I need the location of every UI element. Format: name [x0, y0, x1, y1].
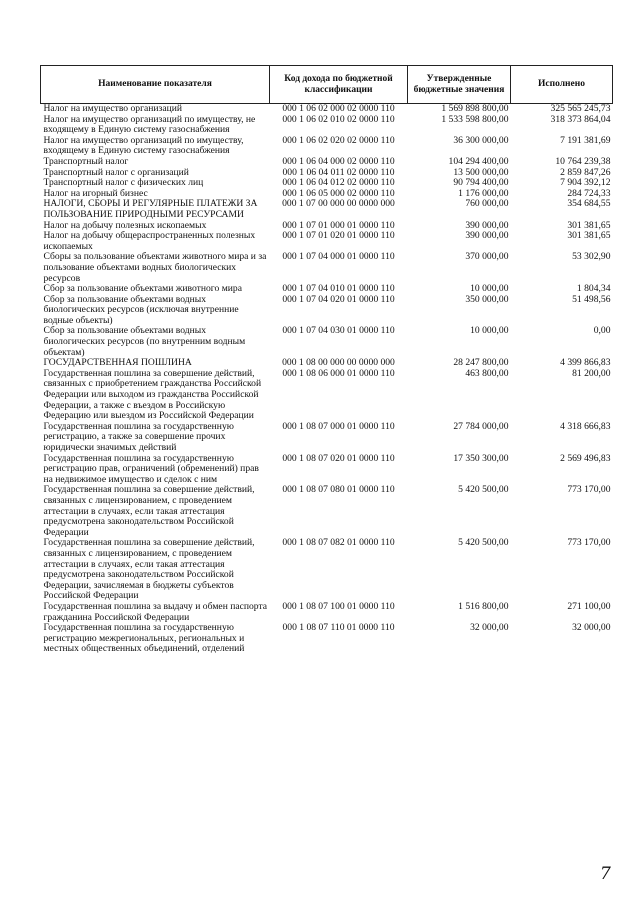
table-row: [41, 623, 613, 655]
table-row: [41, 295, 613, 327]
cell-approved: 1 516 800,00: [458, 600, 509, 612]
table-row: [41, 231, 613, 252]
cell-executed: 773 170,00: [567, 484, 611, 496]
cell-code: 000 1 06 02 000 02 0000 110: [282, 103, 395, 114]
cell-approved: 27 784 000,00: [453, 420, 509, 432]
cell-name: Налог на имущество организаций по имуществу, входящему в Единую систему газоснабжения: [43, 134, 244, 157]
header-executed: Исполнено: [511, 66, 613, 104]
budget-revenue-table: [40, 65, 613, 655]
cell-code: 000 1 06 04 012 02 0000 110: [282, 177, 395, 189]
cell-name: Транспортный налог: [43, 155, 129, 167]
cell-name: Налог на имущество организаций по имуществу, не входящему в Единую систему газоснабжения: [43, 113, 256, 136]
cell-code: 000 1 08 00 000 00 0000 000: [282, 357, 395, 369]
cell-executed: 2 859 847,26: [560, 166, 611, 178]
cell-name: Сбор за пользование объектами водных биологических ресурсов (исключая внутренние водные объекты): [43, 293, 239, 326]
table-row: [41, 136, 613, 157]
cell-executed: 53 302,90: [572, 251, 611, 263]
cell-approved: 104 294 400,00: [448, 155, 509, 167]
cell-code: 000 1 08 07 020 01 0000 110: [282, 452, 395, 464]
cell-approved: 1 176 000,00: [458, 187, 509, 199]
table-row: [41, 369, 613, 422]
cell-name: НАЛОГИ, СБОРЫ И РЕГУЛЯРНЫЕ ПЛАТЕЖИ ЗА ПОЛЬЗОВАНИЕ ПРИРОДНЫМИ РЕСУРСАМИ: [43, 198, 258, 220]
header-approved-values: Утвержденные бюджетные значения: [408, 66, 511, 104]
cell-approved: 390 000,00: [465, 219, 509, 231]
table-row: [41, 602, 613, 623]
cell-name: Государственная пошлина за совершение действий, связанных с лицензированием, с проведением аттестации в случаях, если такая аттестация предусмотрена законодательством Российской Федерации: [43, 484, 255, 538]
cell-name: Государственная пошлина за государственную регистрацию прав, ограничений (обременений) прав на недвижимое имущество и сделок с ним: [43, 452, 259, 485]
cell-name: Сборы за пользование объектами животного мира и за пользование объектами водных биологических ресурсов: [43, 251, 267, 284]
cell-approved: 36 300 000,00: [453, 134, 509, 146]
table-row: [41, 115, 613, 136]
page-number: 7: [600, 864, 611, 884]
cell-name: Государственная пошлина за совершение действий, связанных с приобретением гражданства Российской Федерации или выходом из гражданства Российской Федерации, а также с въездом в Российскую Федерацию или выездом из Российской Федерации: [43, 367, 262, 422]
cell-approved: 10 000,00: [470, 325, 509, 337]
cell-executed: 10 764 239,38: [555, 155, 611, 167]
table-header: [41, 66, 613, 104]
cell-executed: 4 399 866,83: [560, 357, 611, 369]
cell-approved: 1 533 598 800,00: [441, 113, 509, 125]
table-row: [41, 422, 613, 454]
cell-code: 000 1 07 04 020 01 0000 110: [282, 293, 395, 305]
table-row: [41, 252, 613, 284]
cell-approved: 90 794 400,00: [453, 177, 509, 189]
cell-approved: 32 000,00: [470, 622, 509, 634]
cell-approved: 390 000,00: [465, 230, 509, 242]
table-row: [41, 485, 613, 538]
cell-executed: 301 381,65: [567, 230, 611, 242]
cell-approved: 463 800,00: [465, 367, 509, 379]
cell-executed: 81 200,00: [572, 367, 611, 379]
cell-code: 000 1 08 07 080 01 0000 110: [282, 484, 395, 496]
cell-executed: 51 498,56: [572, 293, 611, 305]
cell-executed: 32 000,00: [572, 622, 611, 634]
cell-executed: 0,00: [593, 325, 611, 337]
cell-executed: 7 904 392,12: [560, 177, 611, 189]
budget-revenue-table-sheet: [40, 65, 612, 655]
cell-approved: 17 350 300,00: [453, 452, 509, 464]
cell-code: 000 1 08 07 082 01 0000 110: [282, 537, 395, 549]
cell-code: 000 1 07 01 020 01 0000 110: [282, 230, 395, 242]
cell-executed: 773 170,00: [567, 537, 611, 549]
cell-executed: 318 373 864,04: [550, 113, 611, 125]
cell-code: 000 1 07 01 000 01 0000 110: [282, 219, 395, 231]
cell-executed: 354 684,55: [567, 198, 611, 210]
cell-approved: 350 000,00: [465, 293, 509, 305]
cell-name: Государственная пошлина за выдачу и обмен паспорта гражданина Российской Федерации: [43, 600, 268, 623]
cell-code: 000 1 07 04 030 01 0000 110: [282, 325, 395, 337]
cell-code: 000 1 06 02 020 02 0000 110: [282, 134, 395, 146]
cell-approved: 10 000,00: [470, 283, 509, 295]
cell-name: Налог на добычу общераспространенных полезных ископаемых: [43, 230, 256, 252]
cell-code: 000 1 07 04 000 01 0000 110: [282, 251, 395, 263]
table-row: [41, 199, 613, 220]
table-body: [41, 104, 613, 655]
table-row: [41, 157, 613, 168]
table-row: [41, 538, 613, 602]
cell-executed: 301 381,65: [567, 219, 611, 231]
cell-approved: 5 420 500,00: [458, 537, 509, 549]
cell-executed: 271 100,00: [567, 600, 611, 612]
cell-name: Государственная пошлина за государственную регистрацию межрегиональных, региональных и местных общественных объединений, отделений: [43, 622, 245, 655]
cell-code: 000 1 08 06 000 01 0000 110: [282, 367, 395, 379]
cell-name: Государственная пошлина за совершение действий, связанных с лицензированием, с проведением аттестации в случаях, если такая аттестация предусмотрена законодательством Российской Федерации, зачисляемая в бюджеты субъектов Российской Федерации: [43, 537, 255, 602]
cell-name: Сбор за пользование объектами животного мира: [43, 283, 242, 295]
cell-code: 000 1 08 07 100 01 0000 110: [282, 600, 395, 612]
cell-executed: 2 569 496,83: [560, 452, 611, 464]
table-row: [41, 326, 613, 358]
header-income-code: Код дохода по бюджетной классификации: [270, 66, 408, 104]
cell-code: 000 1 07 00 000 00 0000 000: [282, 198, 395, 210]
cell-executed: 284 724,33: [567, 187, 611, 199]
table-row: [41, 454, 613, 486]
cell-code: 000 1 06 05 000 02 0000 110: [282, 187, 395, 199]
cell-name: Государственная пошлина за государственную регистрацию, а также за совершение прочих юридически значимых действий: [43, 420, 234, 453]
cell-name: Налог на добычу полезных ископаемых: [43, 219, 207, 231]
cell-approved: 13 500 000,00: [453, 166, 509, 178]
cell-name: Налог на игорный бизнес: [43, 187, 148, 199]
cell-approved: 1 569 898 800,00: [441, 103, 509, 114]
cell-code: 000 1 07 04 010 01 0000 110: [282, 283, 395, 295]
cell-code: 000 1 06 02 010 02 0000 110: [282, 113, 395, 125]
cell-code: 000 1 06 04 000 02 0000 110: [282, 155, 395, 167]
cell-executed: 1 804,34: [576, 283, 611, 295]
cell-approved: 370 000,00: [465, 251, 509, 263]
header-indicator-name: Наименование показателя: [41, 66, 270, 104]
cell-approved: 5 420 500,00: [458, 484, 509, 496]
cell-executed: 7 191 381,69: [560, 134, 611, 146]
cell-name: Транспортный налог с организаций: [43, 166, 189, 178]
cell-name: Транспортный налог с физических лиц: [43, 177, 204, 189]
cell-executed: 4 318 666,83: [560, 420, 611, 432]
cell-name: Налог на имущество организаций: [43, 103, 182, 114]
cell-executed: 325 565 245,73: [550, 103, 611, 114]
cell-code: 000 1 06 04 011 02 0000 110: [282, 166, 395, 178]
table-row: [41, 104, 613, 115]
cell-approved: 28 247 800,00: [453, 357, 509, 369]
cell-name: ГОСУДАРСТВЕННАЯ ПОШЛИНА: [43, 357, 192, 369]
cell-code: 000 1 08 07 000 01 0000 110: [282, 420, 395, 432]
cell-approved: 760 000,00: [465, 198, 509, 210]
cell-name: Сбор за пользование объектами водных биологических ресурсов (по внутренним водным объектам): [43, 325, 246, 358]
cell-code: 000 1 08 07 110 01 0000 110: [282, 622, 395, 634]
